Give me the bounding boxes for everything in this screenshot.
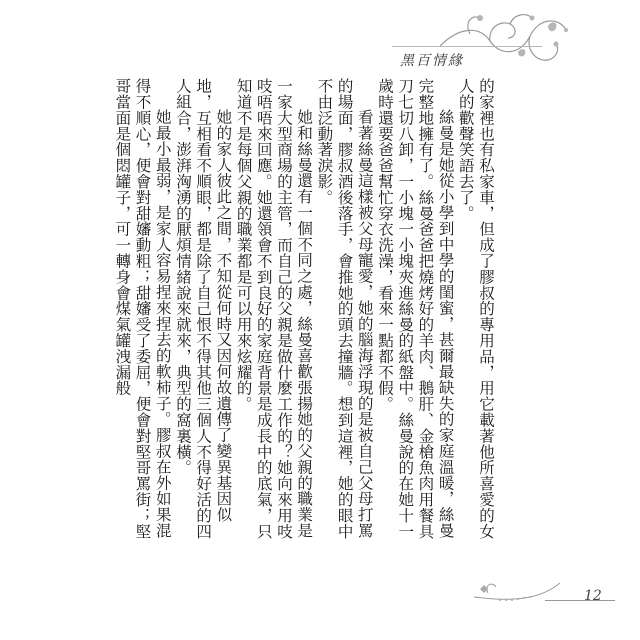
paragraph-6: 她最小最弱，是家人容易捏來捏去的軟柿子。膠叔在外如果混得不順心，便會對甜嬸動粗；甜嬸受了委屈，便會對堅哥罵街；堅哥當面是個悶罐子，可一轉身會煤氣罐洩漏般 (113, 78, 172, 540)
page-number: 12 (584, 588, 602, 604)
paragraph-1: 的家裡也有私家車，但成了膠叔的專用品，用它載著他所喜愛的女人的歡聲笑語去了。 (456, 78, 495, 540)
footer-rule (545, 600, 615, 601)
running-header-title: 黑百情緣 (400, 53, 464, 69)
vertical-text-body (113, 78, 496, 550)
header-rule (392, 46, 542, 47)
paragraph-4: 她和絲曼還有一個不同之處，絲曼喜歡張揚她的父親的職業是一家大型商場的主管，而自己的父親是做什麼工作的？她向來用吱吱唔唔來回應。她還領會不到良好的家庭背景是成長中的底氣，只知道不是每個父親的職業都是可以用來炫耀的。 (234, 78, 314, 540)
paragraph-2: 絲曼是她從小學到中學的閨蜜，甚爾最缺失的家庭溫暖，絲曼完整地擁有了。絲曼爸爸把燒烤好的羊肉、鵝肝、金槍魚肉用餐具刀七切八卸，一小塊一小塊夾進絲曼的紙盤中。絲曼說的在她十一歲時還要爸爸幫忙穿衣洗澡，看來一點都不假。 (375, 78, 455, 540)
paragraph-3: 看著絲曼這樣被父母寵愛，她的腦海浮現的是被自己父母打罵的場面，膠叔酒後落手，會推她的頭去撞牆。想到這裡，她的眼中不由泛動著淚影。 (315, 78, 374, 540)
paragraph-5: 她的家人彼此之間，不知從何時又因何故遺傳了變異基因似地，互相看不順眼，都是除了自己恨不得其他三個人不得好活的四人組合，澎湃洶湧的厭煩情緒說來就來，典型的窩裏橫。 (173, 78, 233, 540)
